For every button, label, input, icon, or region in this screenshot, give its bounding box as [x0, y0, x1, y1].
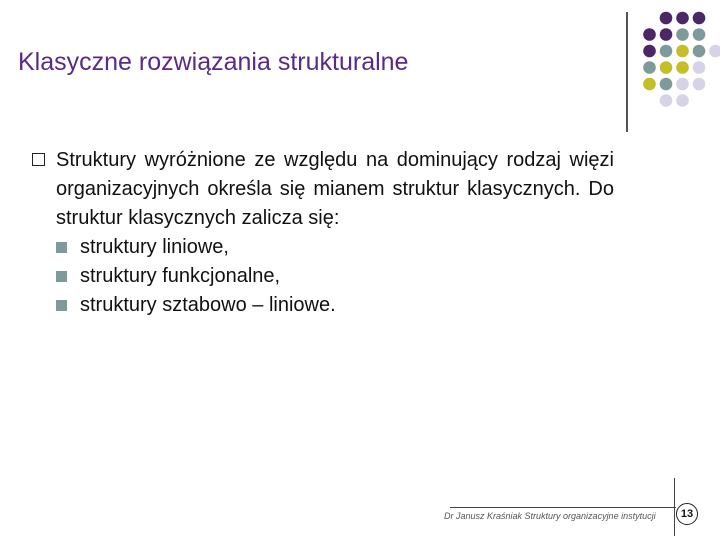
decorative-dot	[693, 28, 706, 41]
decorative-dot	[709, 45, 720, 58]
list-item-text: struktury liniowe,	[80, 236, 229, 258]
decorative-dot	[693, 78, 706, 91]
main-paragraph-text: Struktury wyróżnione ze względu na dominujący rodzaj więzi organizacyjnych określa się mianem struktur klasycznych. Do struktur klasycznych zalicza się:	[56, 149, 614, 229]
list-item	[32, 233, 614, 262]
slide-body	[32, 146, 614, 320]
footer-vertical-line	[674, 478, 675, 536]
footer-divider-line	[450, 507, 676, 508]
decorative-dot	[693, 12, 706, 25]
list-item-text: struktury funkcjonalne,	[80, 265, 281, 287]
square-bullet-icon	[56, 242, 67, 253]
decorative-dot	[693, 61, 706, 74]
footer-author-text: Dr Janusz Kraśniak Struktury organizacyjne instytucji	[444, 511, 656, 521]
header-divider-line	[626, 12, 628, 132]
decorative-dot	[693, 45, 706, 58]
decorative-dot	[643, 61, 656, 74]
decorative-dot	[676, 94, 689, 107]
decorative-dot	[643, 78, 656, 91]
square-bullet-icon	[56, 300, 67, 311]
slide-title: Klasyczne rozwiązania strukturalne	[18, 48, 409, 76]
decorative-dot	[676, 45, 689, 58]
decorative-dot	[643, 45, 656, 58]
decorative-dot	[660, 45, 673, 58]
decorative-dot	[660, 61, 673, 74]
list-item	[32, 291, 614, 320]
checkbox-bullet-icon	[32, 153, 45, 166]
decorative-dot	[676, 28, 689, 41]
structure-list	[32, 233, 614, 320]
list-item	[32, 262, 614, 291]
decorative-dot	[676, 12, 689, 25]
square-bullet-icon	[56, 271, 67, 282]
main-paragraph	[32, 146, 614, 233]
decorative-dot	[660, 78, 673, 91]
decorative-dot	[660, 94, 673, 107]
decorative-dot	[660, 12, 673, 25]
decorative-dot	[660, 28, 673, 41]
decorative-dot	[643, 28, 656, 41]
decorative-dot	[676, 61, 689, 74]
page-number: 13	[676, 503, 698, 525]
decorative-dot	[676, 78, 689, 91]
list-item-text: struktury sztabowo – liniowe.	[80, 294, 336, 316]
